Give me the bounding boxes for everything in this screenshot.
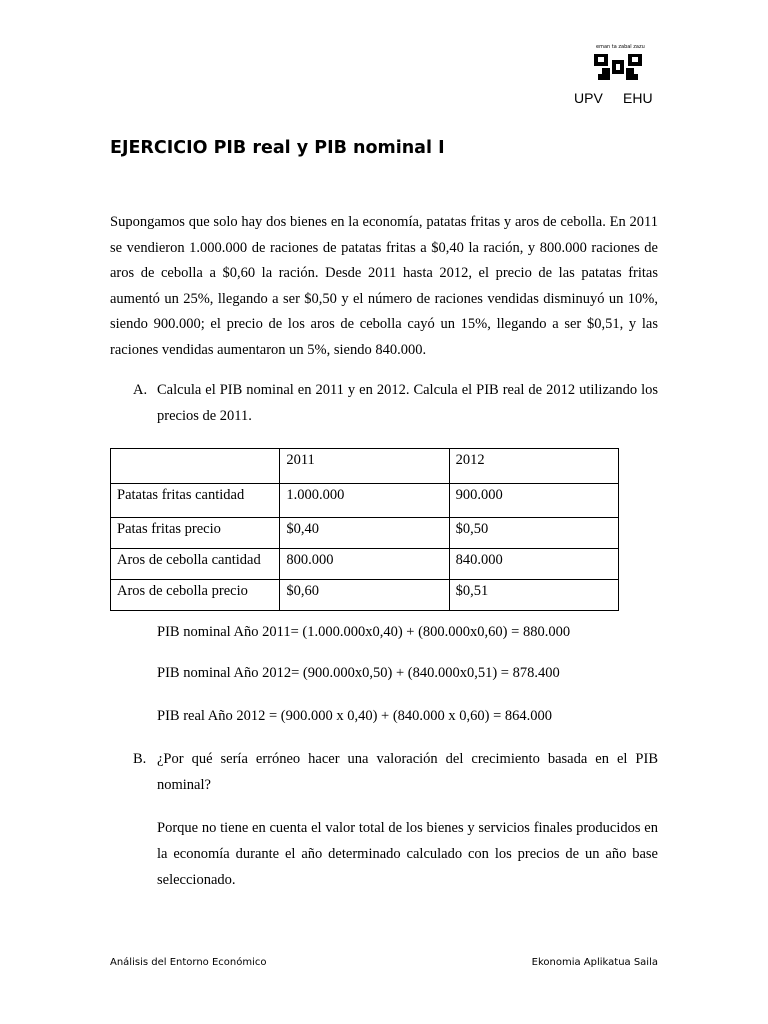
data-table bbox=[110, 448, 619, 611]
table-cell: $0,51 bbox=[449, 580, 618, 611]
calculation-nominal-2011: PIB nominal Año 2011= (1.000.000x0,40) + (800.000x0,60) = 880.000 bbox=[157, 624, 571, 640]
table-cell: 1.000.000 bbox=[280, 484, 449, 518]
calculation-nominal-2012: PIB nominal Año 2012= (900.000x0,50) + (840.000x0,51) = 878.400 bbox=[157, 665, 560, 681]
question-b-text: ¿Por qué sería erróneo hacer una valoración del crecimiento basada en el PIB nominal? bbox=[157, 751, 658, 793]
table-row bbox=[111, 518, 619, 549]
university-logo bbox=[572, 44, 662, 108]
logo-tagline: eman ta zabal zazu bbox=[596, 44, 645, 50]
question-a-marker: A. bbox=[133, 382, 148, 398]
table-cell: $0,40 bbox=[280, 518, 449, 549]
logo-ehu-label: EHU bbox=[623, 90, 653, 106]
table-cell: $0,60 bbox=[280, 580, 449, 611]
calculation-real-2012: PIB real Año 2012 = (900.000 x 0,40) + (840.000 x 0,60) = 864.000 bbox=[157, 708, 553, 724]
table-header-cell: 2012 bbox=[449, 449, 618, 484]
question-b bbox=[133, 746, 658, 798]
table-header-row bbox=[111, 449, 619, 484]
answer-b-paragraph: Porque no tiene en cuenta el valor total de los bienes y servicios finales producidos en la economía durante el año determinado calculado con los precios de un año base seleccionado. bbox=[157, 820, 658, 888]
question-b-marker: B. bbox=[133, 751, 147, 767]
table-cell: Aros de cebolla cantidad bbox=[111, 549, 280, 580]
question-a-text: Calcula el PIB nominal en 2011 y en 2012. Calcula el PIB real de 2012 utilizando los precios de 2011. bbox=[157, 382, 658, 424]
table-cell: Patas fritas precio bbox=[111, 518, 280, 549]
page-title: EJERCICIO PIB real y PIB nominal I bbox=[110, 138, 445, 158]
table-cell: Patatas fritas cantidad bbox=[111, 484, 280, 518]
table-row bbox=[111, 549, 619, 580]
table-row bbox=[111, 484, 619, 518]
table-cell: Aros de cebolla precio bbox=[111, 580, 280, 611]
table-row bbox=[111, 580, 619, 611]
table-cell: $0,50 bbox=[449, 518, 618, 549]
table-cell: 900.000 bbox=[449, 484, 618, 518]
footer-right-text: Ekonomia Aplikatua Saila bbox=[531, 957, 658, 968]
question-a bbox=[133, 377, 658, 429]
upv-ehu-emblem-icon bbox=[592, 52, 644, 84]
intro-paragraph: Supongamos que solo hay dos bienes en la economía, patatas fritas y aros de cebolla. En 2011 se vendieron 1.000.000 de raciones de patatas fritas a $0,40 la ración, y 800.000 raciones de aros de cebolla a $0,60 la ración. Desde 2011 hasta 2012, el precio de las patatas fritas aumentó un 25%, llegando a ser $0,50 y el número de raciones vendidas disminuyó un 10%, siendo 900.000; el precio de los aros de cebolla cayó un 15%, llegando a ser $0,51, y las raciones vendidas aumentaron un 5%, siendo 840.000. bbox=[110, 214, 658, 358]
table-cell: 800.000 bbox=[280, 549, 449, 580]
table-header-cell: 2011 bbox=[280, 449, 449, 484]
footer-left-text: Análisis del Entorno Económico bbox=[110, 957, 267, 968]
table-cell: 840.000 bbox=[449, 549, 618, 580]
logo-upv-label: UPV bbox=[574, 90, 603, 106]
table-header-cell bbox=[111, 449, 280, 484]
